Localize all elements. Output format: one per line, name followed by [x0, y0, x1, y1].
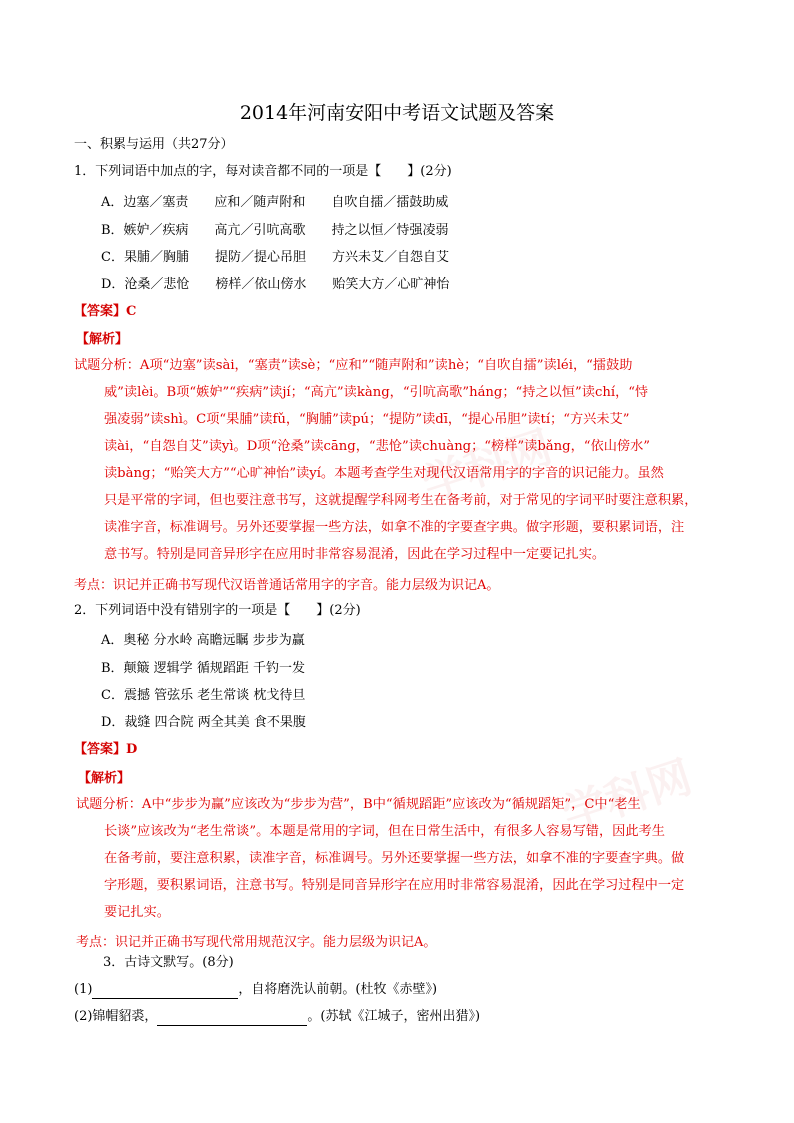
- analysis-line: 要记扎实。: [104, 905, 170, 920]
- analysis-line: 威”读lèi。B项“嫉妒”“疾病”读jí；“高亢”读kàng，“引吭高歌”háng；“持之以恒”读chí，“恃: [104, 385, 649, 400]
- analysis-line: 试题分析：A中“步步为赢”应该改为“步步为营”，B中“循规蹈距”应该改为“循规蹈矩”，C中“老生: [76, 797, 641, 812]
- question-1-option-a: A．边塞／塞责 应和／随声附和 自吹自擂／擂鼓助威: [101, 195, 449, 210]
- analysis-line: 读ài，“自怨自艾”读yì。D项“沧桑”读cāng，“悲怆”读chuàng；“榜样”读bǎng，“依山傍水”: [104, 439, 651, 454]
- question-2-analysis-label: 【解析】: [78, 771, 131, 786]
- watermark: 学科网: [416, 421, 559, 511]
- question-1-stem: 1．下列词语中加点的字，每对读音都不同的一项是【 】(2分): [74, 164, 452, 179]
- analysis-line: 强凌弱”读shì。C项“果脯”读fǔ，“胸脯”读pú；“提防”读dī，“提心吊胆”读tí；“方兴未艾”: [104, 412, 630, 427]
- question-2-kaodian: 考点：识记并正确书写现代常用规范汉字。能力层级为识记A。: [76, 935, 437, 950]
- analysis-line: 字形题，要积累词语，注意书写。特别是同音异形字在应用时非常容易混淆，因此在学习过程中一定: [104, 878, 685, 893]
- analysis-line: 读bàng；“贻笑大方”“心旷神怡”读yí。本题考查学生对现代汉语常用字的字音的识记能力。虽然: [104, 466, 664, 481]
- item-text-prefix: (2)锦帽貂裘，: [74, 1009, 158, 1024]
- question-1-option-c: C．果脯／胸脯 提防／提心吊胆 方兴未艾／自怨自艾: [101, 250, 449, 265]
- analysis-line: 在备考前，要注意积累，读准字音，标准调号。另外还要掌握一些方法，如拿不准的字要查字典。做: [104, 851, 685, 866]
- question-3-stem: 3．古诗文默写。(8分): [103, 955, 234, 970]
- answer-value: C: [126, 304, 137, 319]
- section-heading: 一、积累与运用（共27分）: [74, 137, 234, 152]
- question-1-option-d: D．沧桑／悲怆 榜样／依山傍水 贻笑大方／心旷神怡: [101, 277, 450, 292]
- analysis-line: 只是平常的字词，但也要注意书写，这就提醒学科网考生在备考前，对于常见的字词平时要注意积累，: [104, 493, 698, 508]
- answer-label: 【答案】: [74, 742, 127, 757]
- question-1-kaodian: 考点：识记并正确书写现代汉语普通话常用字的字音。能力层级为识记A。: [74, 578, 500, 593]
- question-1-analysis-label: 【解析】: [76, 332, 129, 347]
- question-2-stem: 2．下列词语中没有错别字的一项是【 】(2分): [74, 603, 361, 618]
- question-1-option-b: B．嫉妒／疾病 高亢／引吭高歌 持之以恒／恃强凌弱: [101, 223, 449, 238]
- document-title: 2014年河南安阳中考语文试题及答案: [239, 102, 555, 124]
- item-text: 。(苏轼《江城子，密州出猎》): [307, 1009, 481, 1024]
- analysis-line: 试题分析：A项“边塞”读sài，“塞责”读sè；“应和”“随声附和”读hè；“自吹自擂”读léi，“擂鼓助: [74, 358, 633, 373]
- question-3-item-2: [74, 1008, 480, 1026]
- item-number: (1): [74, 982, 93, 997]
- question-2-option-b: B．颠簸 逻辑学 循规蹈距 千钓一发: [101, 661, 305, 676]
- fill-blank-1[interactable]: [92, 984, 238, 999]
- question-2-option-a: A．奥秘 分水岭 高瞻远瞩 步步为赢: [101, 633, 305, 648]
- analysis-line: 意书写。特别是同音异形字在应用时非常容易混淆，因此在学习过程中一定要记扎实。: [104, 547, 606, 562]
- analysis-line: 长谈”应该改为“老生常谈”。本题是常用的字词，但在日常生活中，有很多人容易写错，因此考生: [104, 824, 665, 839]
- fill-blank-2[interactable]: [157, 1011, 307, 1026]
- answer-label: 【答案】: [74, 304, 127, 319]
- question-1-answer: [74, 300, 136, 319]
- item-text: ，自将磨洗认前朝。(杜牧《赤壁》): [238, 982, 438, 997]
- question-3-item-1: [74, 981, 437, 999]
- question-2-option-c: C．震撼 管弦乐 老生常谈 枕戈待旦: [101, 688, 306, 703]
- question-2-option-d: D．裁缝 四合院 两全其美 食不果腹: [101, 715, 306, 730]
- analysis-line: 读准字音，标准调号。另外还要掌握一些方法，如拿不准的字要查字典。做字形题，要积累词语，注: [104, 520, 685, 535]
- question-2-analysis: [76, 791, 684, 926]
- question-1-analysis: [74, 352, 697, 568]
- question-2-answer: [74, 738, 137, 757]
- watermark: 学科网: [556, 751, 699, 841]
- answer-value: D: [126, 742, 138, 757]
